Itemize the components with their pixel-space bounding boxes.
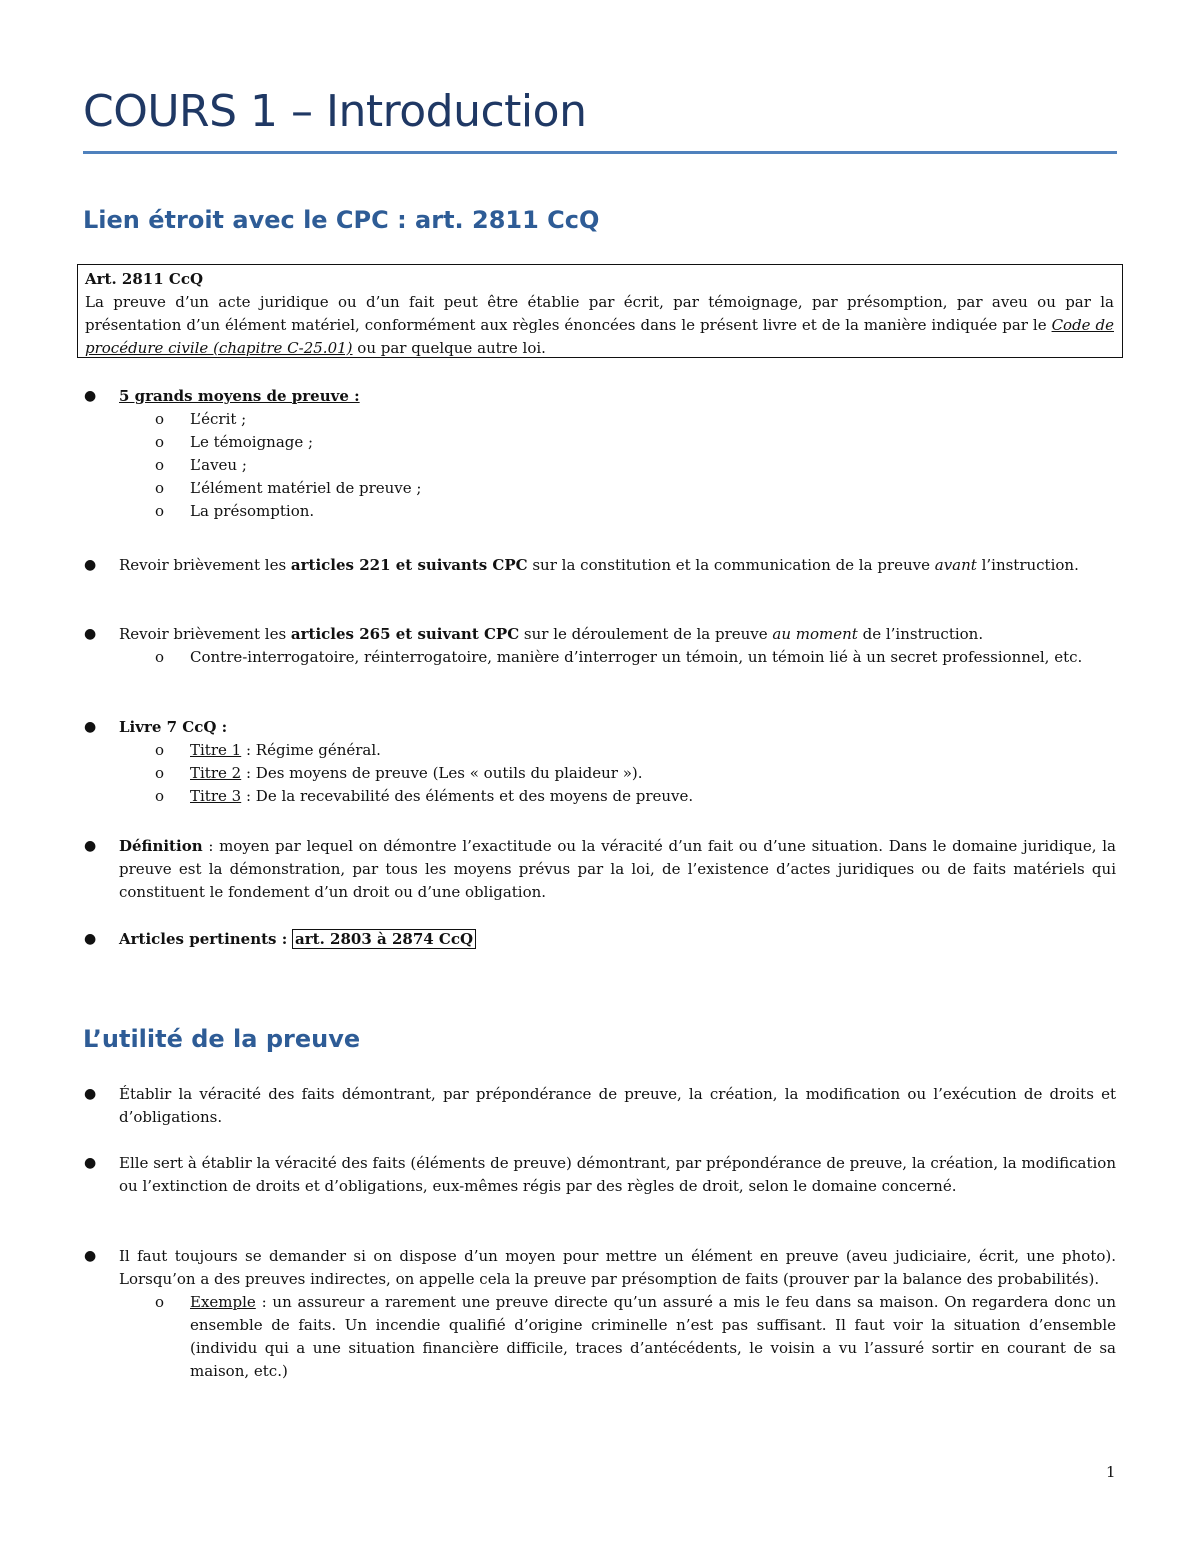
- list-subitem: o L’écrit ;: [0, 408, 1200, 431]
- article-box-heading: Art. 2811 CcQ: [85, 270, 204, 288]
- bullet-icon: ●: [84, 388, 97, 404]
- list-definition: [0, 835, 1200, 904]
- article-2811-box: [77, 264, 1123, 358]
- list-item: ● Revoir brièvement les articles 221 et suivants CPC sur la constitution et la communication de la preuve avant l’instruction.: [0, 554, 1200, 577]
- list-item: ● Elle sert à établir la véracité des faits (éléments de preuve) démontrant, par prépondérance de preuve, la création, la modification ou l’extinction de droits et d’obligations, eux-mêmes régis par des règles de droit, selon le domaine concerné.: [84, 1154, 1116, 1195]
- circle-bullet-icon: o: [155, 410, 165, 428]
- list-subitem: o La présomption.: [0, 500, 1200, 523]
- circle-bullet-icon: o: [155, 764, 165, 782]
- bullet-icon: ●: [84, 838, 97, 854]
- bullet-icon: ●: [84, 719, 97, 735]
- list-livre-7: [0, 716, 1200, 808]
- cpc-link[interactable]: Code de procédure civile (chapitre C-25.01): [85, 316, 1114, 357]
- circle-bullet-icon: o: [155, 1293, 165, 1311]
- list-item: ● Définition : moyen par lequel on démontre l’exactitude ou la véracité d’un fait ou d’une situation. Dans le domaine juridique, la preuve est la démonstration, par tous les moyens prévus par la loi, de l’existence d’actes juridiques ou de faits matériels qui constituent le fondement d’un droit ou d’une obligation.: [84, 837, 1116, 901]
- list-item: ● Revoir brièvement les articles 265 et suivant CPC sur le déroulement de la preuve au moment de l’instruction.: [0, 623, 1200, 646]
- list-subitem: o L’élément matériel de preuve ;: [0, 477, 1200, 500]
- article-box-text: La preuve d’un acte juridique ou d’un fait peut être établie par écrit, par témoignage, par présomption, par aveu ou par la présentation d’un élément matériel, conformément aux règles énoncées dans le présent livre et de la manière indiquée par le Code de procédure civile (chapitre C-25.01) ou par quelque autre loi.: [85, 293, 1114, 357]
- title-underline: [83, 151, 1117, 154]
- bullet-icon: ●: [84, 626, 97, 642]
- circle-bullet-icon: o: [155, 479, 165, 497]
- bullet-icon: ●: [84, 557, 97, 573]
- bullet-icon: ●: [84, 1155, 97, 1171]
- list-item: ● Livre 7 CcQ :: [0, 716, 1200, 739]
- bullet-icon: ●: [84, 931, 97, 947]
- list-item: ● Il faut toujours se demander si on dispose d’un moyen pour mettre un élément en preuve (aveu judiciaire, écrit, une photo). Lorsqu’on a des preuves indirectes, on appelle cela la preuve par présomption de faits (prouver par la balance des probabilités).: [84, 1247, 1116, 1288]
- list-subitem: o Contre-interrogatoire, réinterrogatoire, manière d’interroger un témoin, un témoin lié à un secret professionnel, etc.: [0, 646, 1200, 669]
- circle-bullet-icon: o: [155, 456, 165, 474]
- circle-bullet-icon: o: [155, 502, 165, 520]
- list-moyens: [0, 385, 1200, 523]
- list-utilite-3: [0, 1245, 1200, 1383]
- circle-bullet-icon: o: [155, 741, 165, 759]
- list-utilite-1: [0, 1083, 1200, 1129]
- circle-bullet-icon: o: [155, 433, 165, 451]
- list-item: ● Établir la véracité des faits démontrant, par prépondérance de preuve, la création, la modification ou l’exécution de droits et d’obligations.: [84, 1085, 1116, 1126]
- section-heading-utilite: L’utilité de la preuve: [83, 1025, 361, 1053]
- list-articles: [0, 928, 1200, 951]
- list-subitem: o Titre 3 : De la recevabilité des éléments et des moyens de preuve.: [0, 785, 1200, 808]
- list-subitem: o Titre 2 : Des moyens de preuve (Les « outils du plaideur »).: [0, 762, 1200, 785]
- articles-range-box: art. 2803 à 2874 CcQ: [292, 929, 476, 949]
- list-item: ● 5 grands moyens de preuve :: [0, 385, 1200, 408]
- list-subitem: o Titre 1 : Régime général.: [0, 739, 1200, 762]
- page-title: COURS 1 – Introduction: [83, 86, 587, 137]
- circle-bullet-icon: o: [155, 787, 165, 805]
- bullet-icon: ●: [84, 1248, 97, 1264]
- list-utilite-2: [0, 1152, 1200, 1198]
- list-revoir-221: [0, 554, 1200, 577]
- list-subitem: o L’aveu ;: [0, 454, 1200, 477]
- section-heading-cpc: Lien étroit avec le CPC : art. 2811 CcQ: [83, 206, 600, 234]
- circle-bullet-icon: o: [155, 648, 165, 666]
- list-item: ● Articles pertinents : art. 2803 à 2874 CcQ: [0, 928, 1200, 951]
- list-revoir-265: [0, 623, 1200, 669]
- bullet-icon: ●: [84, 1086, 97, 1102]
- page-number: 1: [1106, 1463, 1116, 1481]
- list-subitem: o Exemple : un assureur a rarement une preuve directe qu’un assuré a mis le feu dans sa maison. On regardera donc un ensemble de faits. Un incendie qualifié d’origine criminelle n’est pas suffisant. Il faut voir la situation d’ensemble (individu qui a une situation financière difficile, traces d’antécédents, le voisin a vu l’assuré sortir en courant de sa maison, etc.): [155, 1293, 1116, 1380]
- list-subitem: o Le témoignage ;: [0, 431, 1200, 454]
